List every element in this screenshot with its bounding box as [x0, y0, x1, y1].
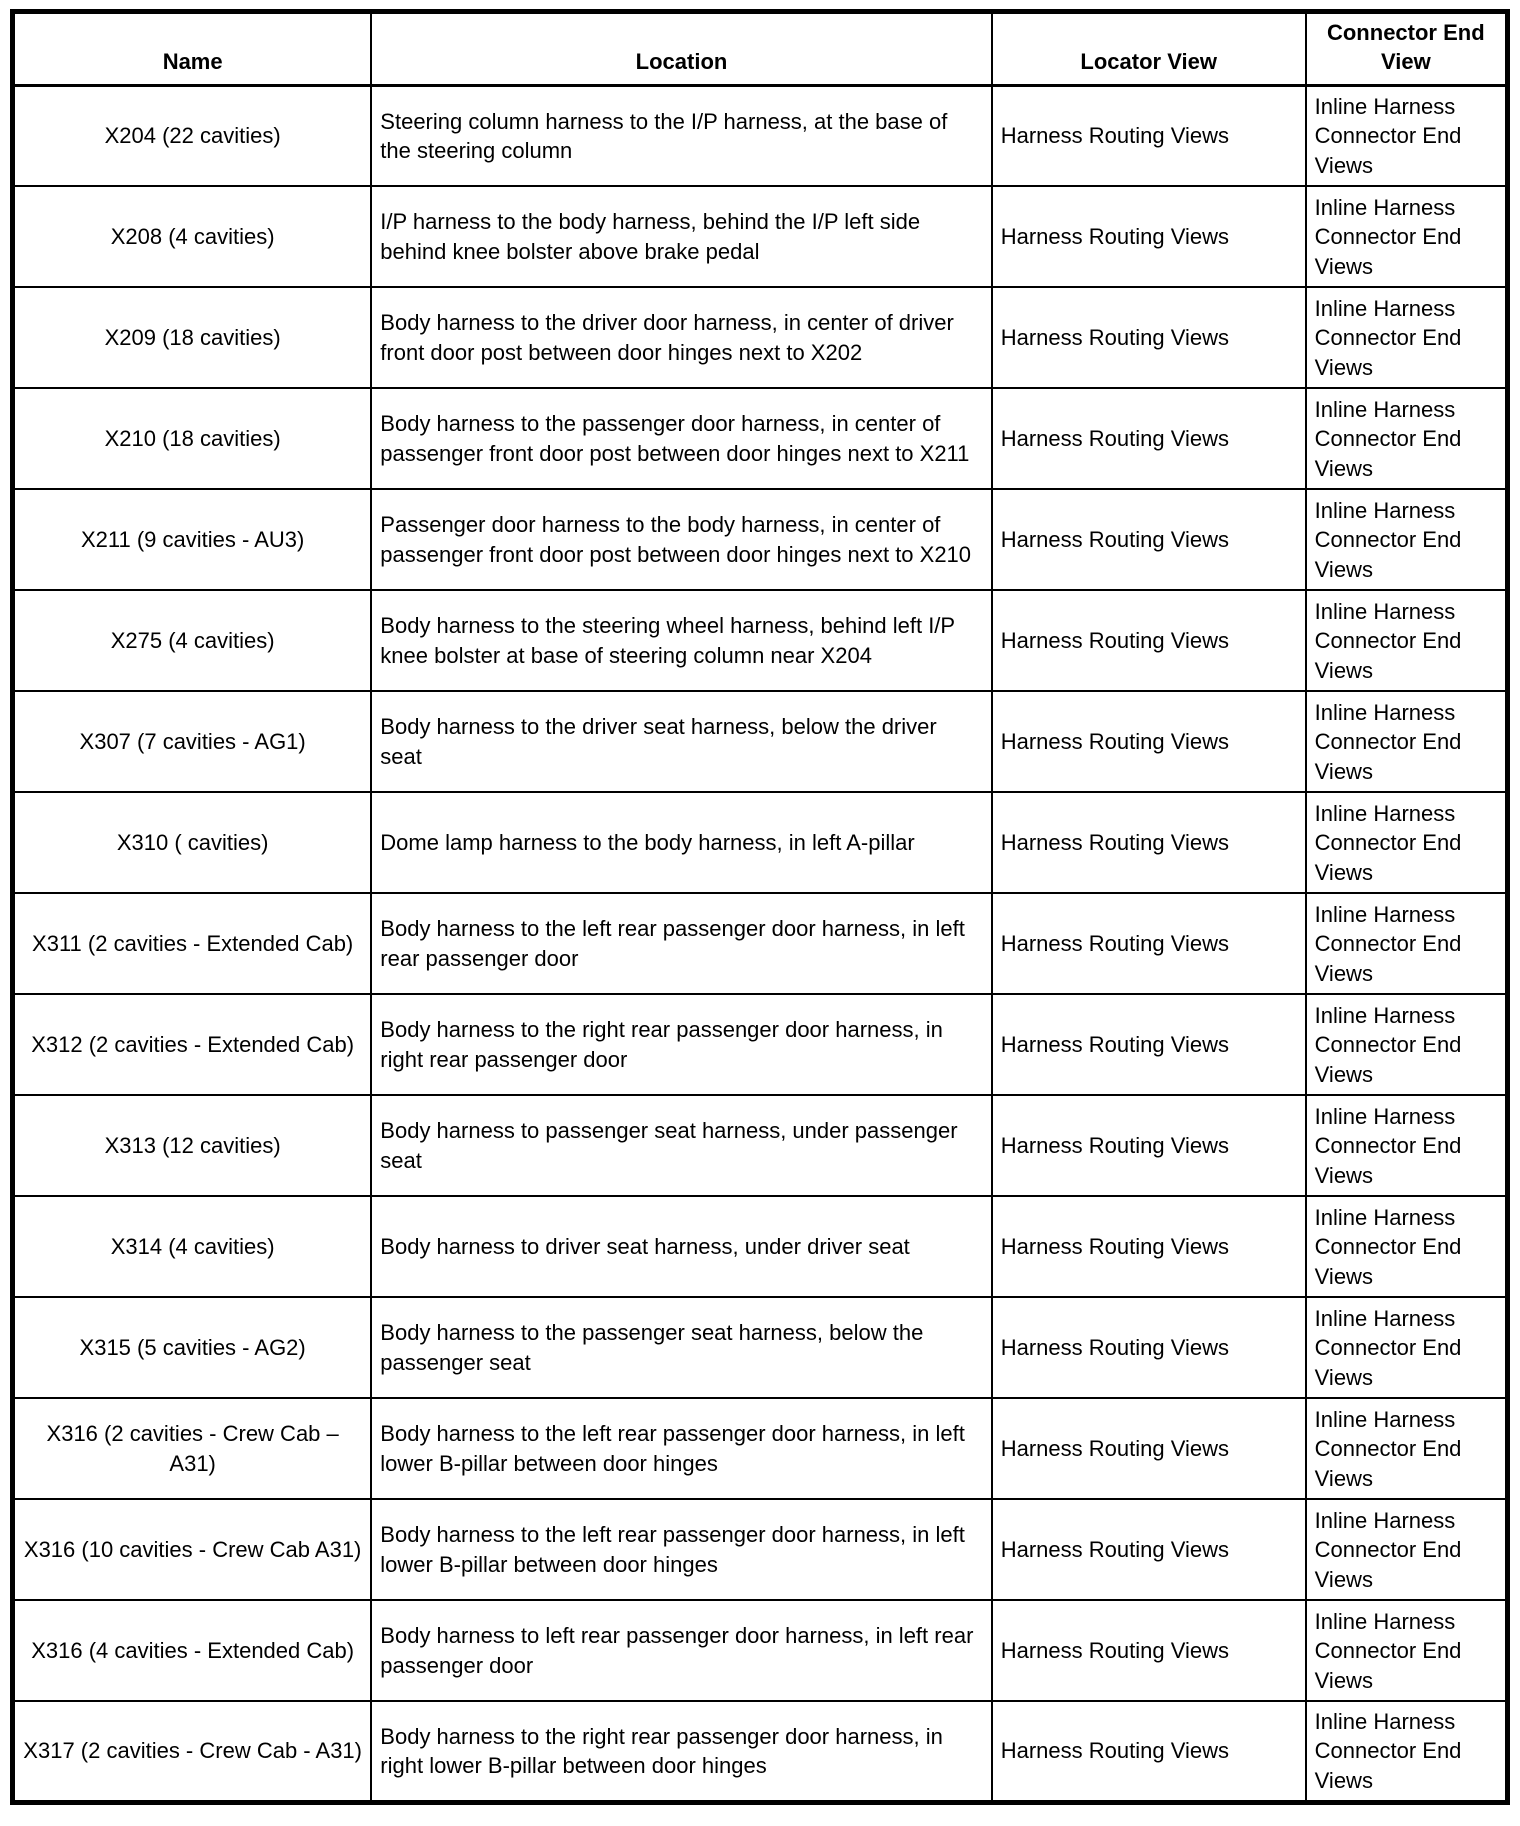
table-row [13, 994, 1508, 1095]
location-cell: Body harness to the passenger seat harness, below the passenger seat [371, 1297, 991, 1398]
locator-view-cell: Harness Routing Views [992, 1095, 1306, 1196]
location-cell: Body harness to the right rear passenger door harness, in right rear passenger door [371, 994, 991, 1095]
connector-end-view-cell: Inline Harness Connector End Views [1306, 1196, 1508, 1297]
header-row [13, 12, 1508, 86]
table-row [13, 489, 1508, 590]
column-header-locator-view: Locator View [992, 12, 1306, 86]
connector-end-view-cell: Inline Harness Connector End Views [1306, 590, 1508, 691]
locator-view-cell: Harness Routing Views [992, 792, 1306, 893]
location-cell: Body harness to passenger seat harness, under passenger seat [371, 1095, 991, 1196]
locator-view-cell: Harness Routing Views [992, 1398, 1306, 1499]
location-cell: Body harness to the passenger door harness, in center of passenger front door post between door hinges next to X211 [371, 388, 991, 489]
table-row [13, 1095, 1508, 1196]
connector-location-table [10, 9, 1510, 1805]
location-cell: Body harness to the left rear passenger door harness, in left lower B-pillar between door hinges [371, 1499, 991, 1600]
name-cell: X275 (4 cavities) [13, 590, 372, 691]
table-row [13, 1701, 1508, 1802]
name-cell: X311 (2 cavities - Extended Cab) [13, 893, 372, 994]
table-row [13, 1398, 1508, 1499]
location-cell: Steering column harness to the I/P harness, at the base of the steering column [371, 85, 991, 186]
table-row [13, 388, 1508, 489]
locator-view-cell: Harness Routing Views [992, 186, 1306, 287]
locator-view-cell: Harness Routing Views [992, 489, 1306, 590]
column-header-location: Location [371, 12, 991, 86]
location-cell: Body harness to the driver seat harness, below the driver seat [371, 691, 991, 792]
connector-end-view-cell: Inline Harness Connector End Views [1306, 893, 1508, 994]
locator-view-cell: Harness Routing Views [992, 1297, 1306, 1398]
connector-end-view-cell: Inline Harness Connector End Views [1306, 1701, 1508, 1802]
column-header-connector-end-view: Connector End View [1306, 12, 1508, 86]
table-row [13, 893, 1508, 994]
column-header-name: Name [13, 12, 372, 86]
location-cell: Body harness to the left rear passenger door harness, in left rear passenger door [371, 893, 991, 994]
table-row [13, 590, 1508, 691]
connector-end-view-cell: Inline Harness Connector End Views [1306, 287, 1508, 388]
name-cell: X210 (18 cavities) [13, 388, 372, 489]
name-cell: X208 (4 cavities) [13, 186, 372, 287]
name-cell: X307 (7 cavities - AG1) [13, 691, 372, 792]
name-cell: X312 (2 cavities - Extended Cab) [13, 994, 372, 1095]
table-row [13, 186, 1508, 287]
name-cell: X204 (22 cavities) [13, 85, 372, 186]
connector-end-view-cell: Inline Harness Connector End Views [1306, 186, 1508, 287]
name-cell: X316 (10 cavities - Crew Cab A31) [13, 1499, 372, 1600]
locator-view-cell: Harness Routing Views [992, 1196, 1306, 1297]
location-cell: Dome lamp harness to the body harness, in left A-pillar [371, 792, 991, 893]
locator-view-cell: Harness Routing Views [992, 1701, 1306, 1802]
table-row [13, 691, 1508, 792]
name-cell: X209 (18 cavities) [13, 287, 372, 388]
table-row [13, 85, 1508, 186]
table-row [13, 1499, 1508, 1600]
locator-view-cell: Harness Routing Views [992, 893, 1306, 994]
locator-view-cell: Harness Routing Views [992, 994, 1306, 1095]
table-body [13, 85, 1508, 1802]
location-cell: Body harness to the steering wheel harness, behind left I/P knee bolster at base of steering column near X204 [371, 590, 991, 691]
name-cell: X211 (9 cavities - AU3) [13, 489, 372, 590]
name-cell: X316 (4 cavities - Extended Cab) [13, 1600, 372, 1701]
name-cell: X314 (4 cavities) [13, 1196, 372, 1297]
location-cell: Body harness to driver seat harness, under driver seat [371, 1196, 991, 1297]
locator-view-cell: Harness Routing Views [992, 287, 1306, 388]
table-header [13, 12, 1508, 86]
locator-view-cell: Harness Routing Views [992, 590, 1306, 691]
table-row [13, 1297, 1508, 1398]
connector-end-view-cell: Inline Harness Connector End Views [1306, 1600, 1508, 1701]
location-cell: Passenger door harness to the body harness, in center of passenger front door post between door hinges next to X210 [371, 489, 991, 590]
connector-end-view-cell: Inline Harness Connector End Views [1306, 85, 1508, 186]
name-cell: X316 (2 cavities - Crew Cab – A31) [13, 1398, 372, 1499]
locator-view-cell: Harness Routing Views [992, 691, 1306, 792]
location-cell: Body harness to the driver door harness, in center of driver front door post between door hinges next to X202 [371, 287, 991, 388]
table-row [13, 792, 1508, 893]
name-cell: X315 (5 cavities - AG2) [13, 1297, 372, 1398]
connector-end-view-cell: Inline Harness Connector End Views [1306, 489, 1508, 590]
table-row [13, 1600, 1508, 1701]
connector-end-view-cell: Inline Harness Connector End Views [1306, 792, 1508, 893]
connector-end-view-cell: Inline Harness Connector End Views [1306, 1398, 1508, 1499]
location-cell: Body harness to the left rear passenger door harness, in left lower B-pillar between door hinges [371, 1398, 991, 1499]
location-cell: I/P harness to the body harness, behind the I/P left side behind knee bolster above brake pedal [371, 186, 991, 287]
name-cell: X310 ( cavities) [13, 792, 372, 893]
connector-end-view-cell: Inline Harness Connector End Views [1306, 1297, 1508, 1398]
locator-view-cell: Harness Routing Views [992, 1600, 1306, 1701]
connector-end-view-cell: Inline Harness Connector End Views [1306, 994, 1508, 1095]
locator-view-cell: Harness Routing Views [992, 1499, 1306, 1600]
connector-end-view-cell: Inline Harness Connector End Views [1306, 691, 1508, 792]
table-row [13, 287, 1508, 388]
locator-view-cell: Harness Routing Views [992, 85, 1306, 186]
location-cell: Body harness to the right rear passenger door harness, in right lower B-pillar between door hinges [371, 1701, 991, 1802]
location-cell: Body harness to left rear passenger door harness, in left rear passenger door [371, 1600, 991, 1701]
name-cell: X317 (2 cavities - Crew Cab - A31) [13, 1701, 372, 1802]
name-cell: X313 (12 cavities) [13, 1095, 372, 1196]
connector-end-view-cell: Inline Harness Connector End Views [1306, 1499, 1508, 1600]
connector-end-view-cell: Inline Harness Connector End Views [1306, 388, 1508, 489]
table-row [13, 1196, 1508, 1297]
locator-view-cell: Harness Routing Views [992, 388, 1306, 489]
connector-end-view-cell: Inline Harness Connector End Views [1306, 1095, 1508, 1196]
